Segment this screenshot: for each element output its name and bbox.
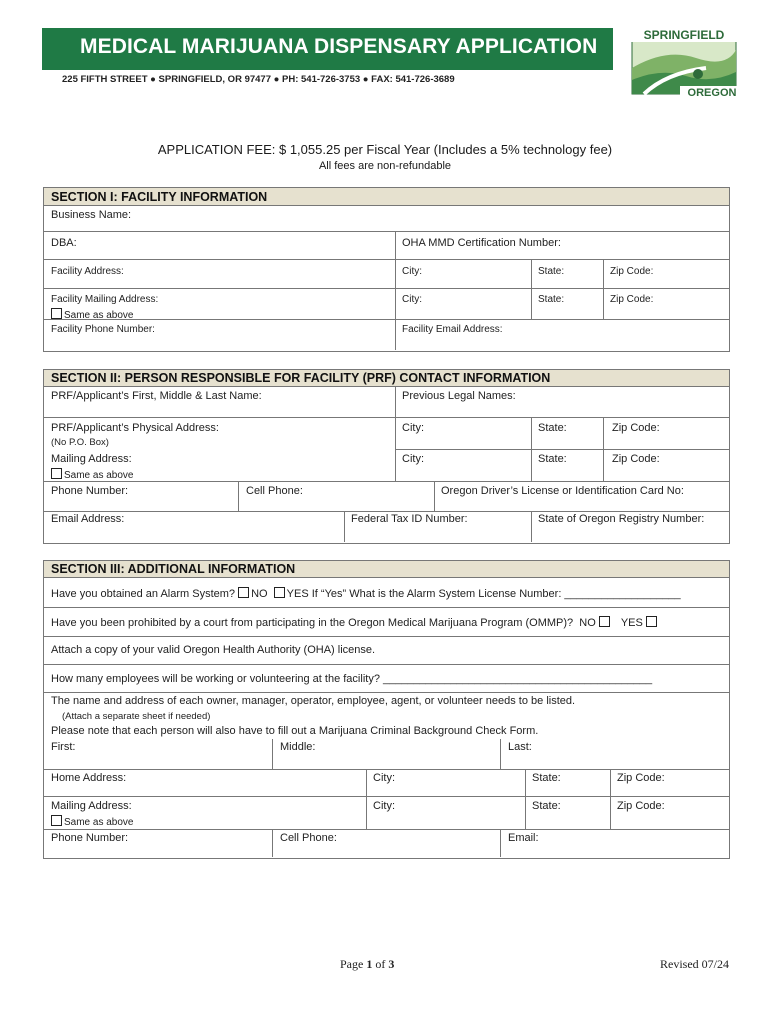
person-mailing-city-label: City: [373,800,395,812]
first-name-label: First: [51,741,76,753]
same-as-above-3[interactable]: Same as above [51,815,134,828]
logo-text-top: SPRINGFIELD [643,28,725,42]
prf-mailing-city-label: City: [402,453,424,465]
mailing-state-label: State: [538,294,565,305]
registry-label: State of Oregon Registry Number: [538,513,705,525]
section-2-heading: SECTION II: PERSON RESPONSIBLE FOR FACILITY (PRF) CONTACT INFORMATION [44,370,729,387]
home-city-label: City: [373,772,395,784]
prf-mailing-state-label: State: [538,453,567,465]
home-address-label: Home Address: [51,772,127,784]
prf-state-label: State: [538,422,567,434]
facility-email-label: Facility Email Address: [402,324,503,335]
oha-cert-label: OHA MMD Certification Number: [402,237,561,249]
prf-cell-label: Cell Phone: [246,485,303,497]
mailing-city-label: City: [402,294,422,305]
springfield-logo [626,28,742,98]
mailing-zip-label: Zip Code: [610,294,654,305]
address-line: 225 FIFTH STREET ● SPRINGFIELD, OR 97477 ● PH: 541-726-3753 ● FAX: 541-726-3689 [62,74,455,85]
no-po-box-note: (No P.O. Box) [51,437,109,448]
prf-license-label: Oregon Driver’s License or Identification Card No: [441,485,684,497]
facility-mailing-label: Facility Mailing Address: [51,294,159,305]
home-zip-label: Zip Code: [617,772,665,784]
facility-state-label: State: [538,266,565,277]
alarm-no-checkbox[interactable] [238,587,249,598]
application-fee: APPLICATION FEE: $ 1,055.25 per Fiscal Year (Includes a 5% technology fee) [157,142,613,157]
background-check-note: Please note that each person will also have to fill out a Marijuana Criminal Background Check Form. [51,725,539,737]
alarm-yes-checkbox[interactable] [274,587,285,598]
person-mailing-zip-label: Zip Code: [617,800,665,812]
attach-sheet-note: (Attach a separate sheet if needed) [62,711,211,722]
tax-id-label: Federal Tax ID Number: [351,513,468,525]
prohibited-no-checkbox[interactable] [599,616,610,627]
prf-zip-label: Zip Code: [612,422,660,434]
prf-mailing-label: Mailing Address: [51,453,132,465]
section-3-heading: SECTION III: ADDITIONAL INFORMATION [44,561,729,578]
prf-name-label: PRF/Applicant’s First, Middle & Last Name: [51,390,262,402]
prf-mailing-zip-label: Zip Code: [612,453,660,465]
person-mailing-label: Mailing Address: [51,800,132,812]
logo-text-bottom: OREGON [687,87,737,98]
last-name-label: Last: [508,741,532,753]
section-3-box [43,560,730,859]
facility-address-label: Facility Address: [51,266,124,277]
same-as-above-1[interactable]: Same as above [51,308,134,321]
page-number: Page 1 of 3 [340,957,395,971]
facility-city-label: City: [402,266,422,277]
prohibited-yes-checkbox[interactable] [646,616,657,627]
prohibited-question-row: Have you been prohibited by a court from participating in the Oregon Medical Marijuana Program (OMMP)? NO YES [51,616,659,629]
same-as-above-2[interactable]: Same as above [51,468,134,481]
dba-label: DBA: [51,237,77,249]
same-as-above-checkbox[interactable] [51,468,62,479]
revised-date: Revised 07/24 [660,957,729,971]
person-mailing-state-label: State: [532,800,561,812]
physical-address-label: PRF/Applicant’s Physical Address: [51,422,219,434]
business-name-label: Business Name: [51,209,132,221]
middle-name-label: Middle: [280,741,316,753]
same-as-above-checkbox[interactable] [51,308,62,319]
fee-note: All fees are non-refundable [318,160,452,172]
person-cell-label: Cell Phone: [280,832,337,844]
previous-names-label: Previous Legal Names: [402,390,516,402]
page-title: MEDICAL MARIJUANA DISPENSARY APPLICATION [80,35,598,58]
person-phone-label: Phone Number: [51,832,129,844]
section-1-heading: SECTION I: FACILITY INFORMATION [44,188,729,206]
facility-phone-label: Facility Phone Number: [51,324,155,335]
facility-zip-label: Zip Code: [610,266,654,277]
same-as-above-checkbox[interactable] [51,815,62,826]
title-banner [42,28,613,70]
prf-phone-label: Phone Number: [51,485,129,497]
prf-city-label: City: [402,422,424,434]
employees-question: How many employees will be working or volunteering at the facility? ____________________________________________ [51,673,653,685]
person-email-label: Email: [508,832,539,844]
home-state-label: State: [532,772,561,784]
list-persons-note: The name and address of each owner, manager, operator, employee, agent, or volunteer needs to be listed. [51,695,576,707]
prf-email-label: Email Address: [51,513,125,525]
alarm-question-row: Have you obtained an Alarm System? NO YES If “Yes” What is the Alarm System License Number: ___________________ [51,588,681,600]
attach-license-note: Attach a copy of your valid Oregon Health Authority (OHA) license. [51,644,376,656]
